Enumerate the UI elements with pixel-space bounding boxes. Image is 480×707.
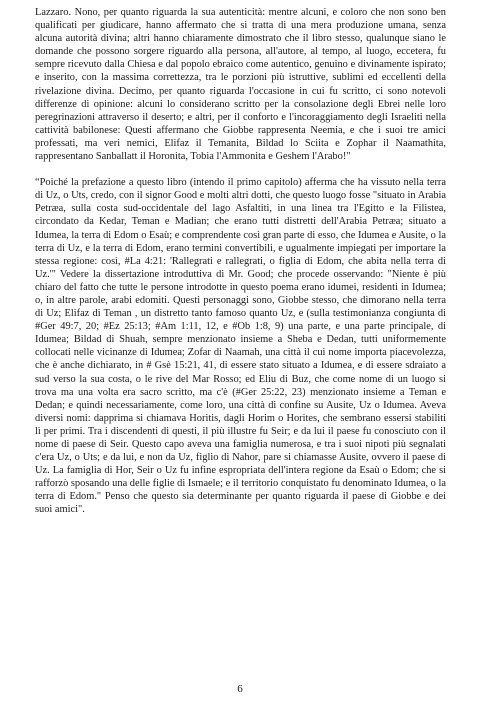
paragraph-gap: [35, 163, 446, 176]
paragraph-2: “Poiché la prefazione a questo libro (intendo il primo capitolo) afferma che ha vissuto nella terra di Uz, o Uts, credo, con il signor Good e molti altri dotti, che questo luogo fosse "situato in Arabia Petræa, sulla costa sud-occidentale del lago Asfaltiti, in una linea tra l'Egitto e la Filistea, circondato da Kedar, Teman e Madian; che erano tutti distretti dell'Arabia Petræa; situato a Idumea, la terra di Edom o Esaù; e comprendente così gran parte di esso, che Idumea e Ausite, o la terra di Uz, e la terra di Edom, erano termini convertibili, e ugualmente impiegati per importare la stessa regione: così, #La 4:21: 'Rallegrati e rallegrati, o figlia di Edom, che abita nella terra di Uz.'" Vedere la dissertazione introduttiva di Mr. Good; che procede osservando: "Niente è più chiaro del fatto che tutte le persone introdotte in questo poema erano idumei, residenti in Idumea; o, in altre parole, arabi edomiti. Questi personaggi sono, Giobbe stesso, che dimorano nella terra di Uz; Elifaz di Teman , un distretto tanto famoso quanto Uz, e (sulla testimonianza congiunta di #Ger 49:7, 20; #Ez 25:13; #Am 1:11, 12, e #Ob 1:8, 9) una parte, e una parte principale, di Idumea; Bildad di Shuah, sempre menzionato insieme a Sheba e Dedan, tutti uniformemente collocati nelle vicinanze di Idumea; Zofar di Naamah, una città il cui nome importa piacevolezza, che è anche dichiarato, in # Gsè 15:21, 41, di essere stato situato a Idumea, e di essere sdraiato a sud verso la sua costa, o le rive del Mar Rosso; ed Eliu di Buz, che come nome di un luogo si trova ma una volta era sacro scritto, ma c'è (#Ger 25:22, 23) menzionato insieme a Teman e Dedan; e quindi necessariamente, come loro, una città di confine su Ausite, Uz o Idumea. Aveva diversi nomi: dapprima si chiamava Horitis, dagli Horim o Horites, che sembrano essersi stabiliti lì per primi. Tra i discendenti di questi, il più illustre fu Seir; e da lui il paese fu conosciuto con il nome di paese di Seir. Questo capo aveva una famiglia numerosa, e tra i suoi nipoti più segnalati c'era Uz, o Uts; e da lui, e non da Uz, figlio di Nahor, pare si chiamasse Ausite, ovvero il paese di Uz. La famiglia di Hor, Seir o Uz fu infine espropriata dell'intera regione da Esaù o Edom; che si rafforzò sposando una delle figlie di Ismaele; e il territorio conquistato fu denominato Idumea, o la terra di Edom." Penso che questo sia determinante per quanto riguarda il paese di Giobbe e dei suoi amici".: [35, 177, 446, 516]
paragraph-1: Lazzaro. Nono, per quanto riguarda la sua autenticità: mentre alcuni, e coloro che non sono ben qualificati per giudicare, hanno affermato che si tratta di una mera produzione umana, senza alcuna autorità divina; altri hanno chiaramente dimostrato che il libro stesso, qualunque siano le domande che possono sorgere riguardo alla persona, all'autore, al tempo, al luogo, eccetera, fu sempre ricevuto dalla Chiesa e dal popolo ebraico come autentico, genuino e divinamente ispirato; e inserito, con la massima correttezza, tra le porzioni più istruttive, sublimi ed eccellenti della rivelazione divina. Decimo, per quanto riguarda l'occasione in cui fu scritto, ci sono notevoli differenze di opinione: alcuni lo considerano scritto per la consolazione degli Ebrei nelle loro peregrinazioni attraverso il deserto; e altri, per il conforto e l'incoraggiamento degli Israeliti nella cattività babilonese: Questi affermano che Giobbe rappresenta Neemia, e che i suoi tre amici professati, ma veri nemici, Elifaz il Temanita, Bildad lo Sciita e Zophar il Naamathita, rappresentano Sanballatt il Horonita, Tobia l'Ammonita e Geshem l'Arabo!": [35, 7, 446, 163]
page-number: 6: [237, 683, 243, 695]
